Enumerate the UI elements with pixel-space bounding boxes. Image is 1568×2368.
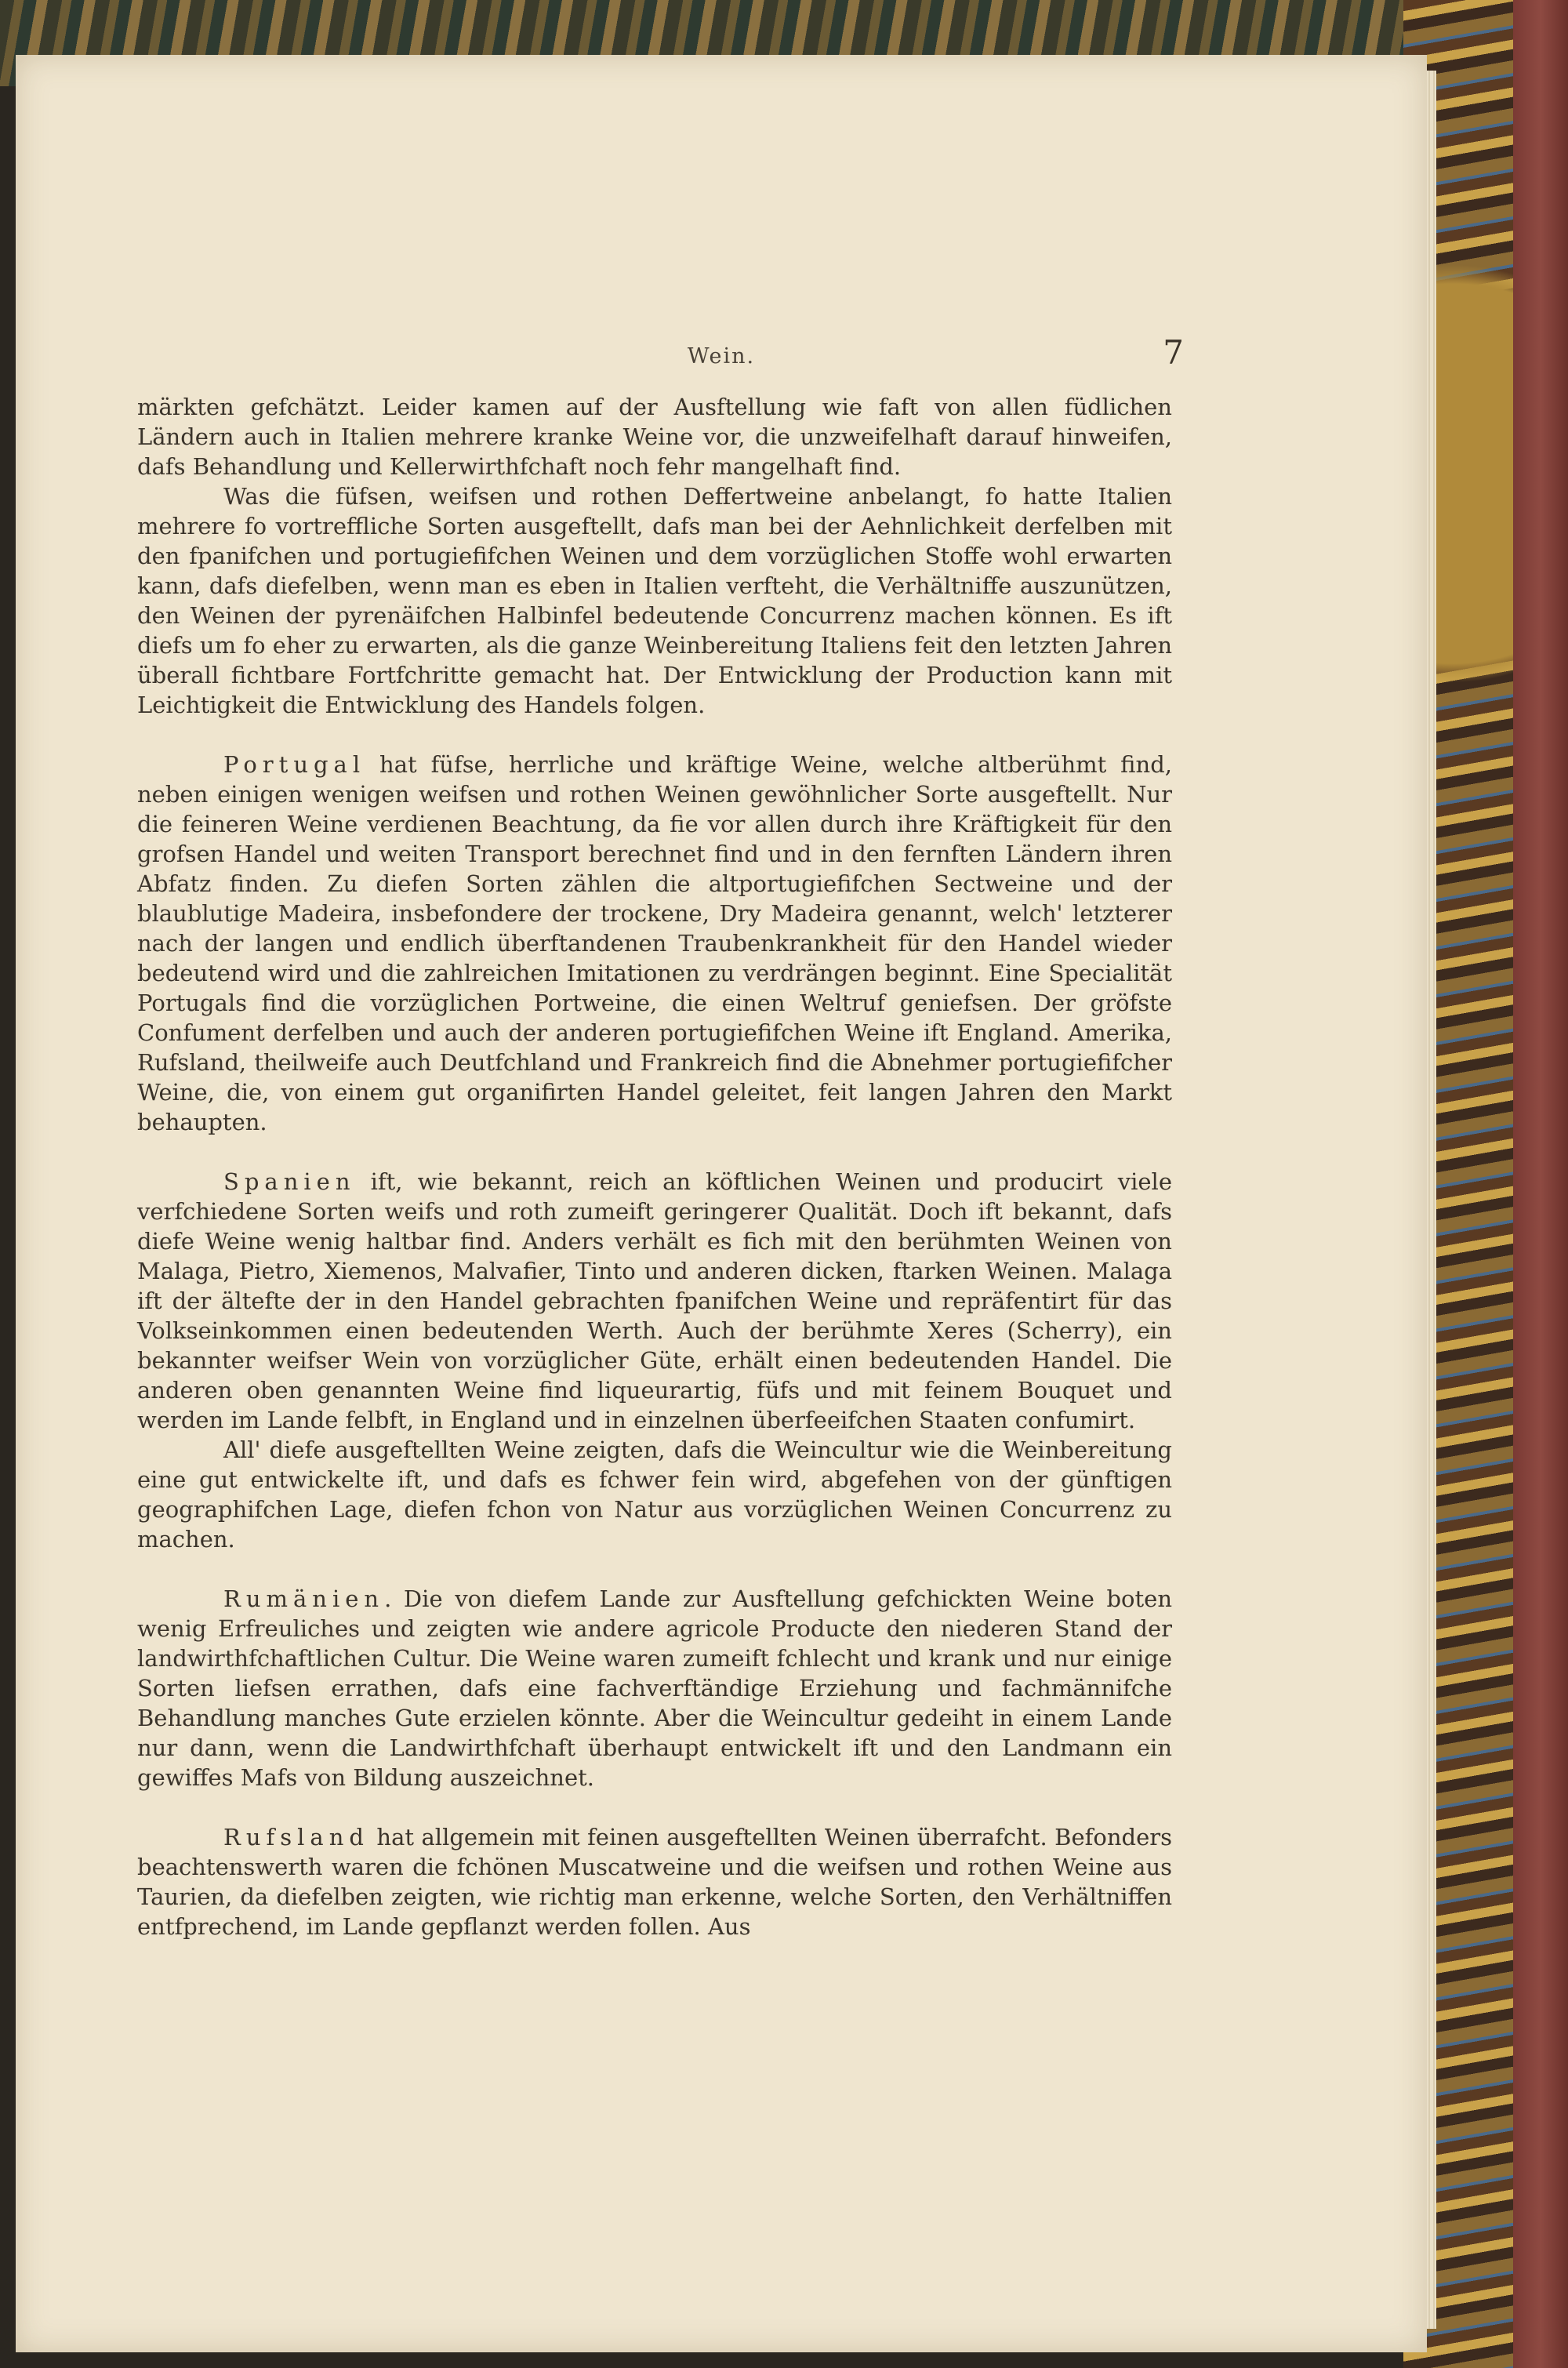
paragraph-text: . Die von diefem Lande zur Ausftellung gefchickten Weine boten wenig Erfreuliches und zeigten wie andere agricole Producte den niederen Stand der landwirthfchaftlichen Cultur. Die Weine waren zumeift fchlecht und krank und nur einige Sorten liefsen errathen, dafs eine fachverftändige Erziehung und fachmännifche Behandlung manches Gute erzielen könnte. Aber die Weincultur gedeiht in einem Lande nur dann, wenn die Landwirthfchaft überhaupt entwickelt ift und den Landmann ein gewiffes Mafs von Bildung auszeichnet. <box>137 1585 1172 1791</box>
section-paragraph-russland <box>137 1822 1172 1941</box>
paragraph <box>137 392 1172 481</box>
page-number: 7 <box>1163 333 1184 372</box>
running-head-title: Wein. <box>687 344 756 369</box>
section-lead: Spanien <box>223 1168 356 1195</box>
paragraph-text: märkten gefchätzt. Leider kamen auf der Ausftellung wie faft von allen füdlichen Ländern auch in Italien mehrere kranke Weine vor, die unzweifelhaft darauf hinweifen, dafs Behandlung und Kellerwirthfchaft noch fehr mangelhaft find. <box>137 394 1172 480</box>
paragraph <box>137 481 1172 720</box>
paragraph-text: hat füfse, herrliche und kräftige Weine, welche altberühmt find, neben einigen wenigen weifsen und rothen Weinen gewöhnlicher Sorte ausgeftellt. Nur die feineren Weine verdienen Beachtung, da fie vor allen durch ihre Kräftigkeit für den grofsen Handel und weiten Transport berechnet find und in den fernften Ländern ihren Abfatz finden. Zu diefen Sorten zählen die altportugiefifchen Sectweine und der blaublutige Madeira, insbefondere der trockene, Dry Madeira genannt, welch' letzterer nach der langen und endlich überftandenen Traubenkrankheit für den Handel wieder bedeutend wird und die zahlreichen Imitationen zu verdrängen beginnt. Eine Specialität Portugals find die vorzüglichen Portweine, die einen Weltruf geniefsen. Der gröfste Confument derfelben und auch der anderen portugiefifchen Weine ift England. Amerika, Rufsland, theilweife auch Deutfchland und Frankreich find die Abnehmer portugiefifcher Weine, die, von einem gut organifirten Handel geleitet, feit langen Jahren den Markt behaupten. <box>137 751 1172 1135</box>
paragraph <box>137 1435 1172 1554</box>
section-paragraph-rumaenien <box>137 1584 1172 1792</box>
paragraph-text: All' diefe ausgeftellten Weine zeigten, dafs die Weincultur wie die Weinbereitung eine gut entwickelte ift, und dafs es fchwer fein wird, abgefehen von der günftigen geographifchen Lage, diefen fchon von Natur aus vorzüglichen Weinen Concurrenz zu machen. <box>137 1436 1172 1553</box>
book-page <box>16 55 1427 2352</box>
paragraph-text: ift, wie bekannt, reich an köftlichen Weinen und producirt viele verfchiedene Sorten weifs und roth zumeift geringerer Qualität. Doch ift bekannt, dafs diefe Weine wenig haltbar find. Anders verhält es fich mit den berühmten Weinen von Malaga, Pietro, Xiemenos, Malvafier, Tinto und anderen dicken, ftarken Weinen. Malaga ift der ältefte der in den Handel gebrachten fpanifchen Weine und repräfentirt für das Volkseinkommen einen bedeutenden Werth. Auch der berühmte Xeres (Scherry), ein bekannter weifser Wein von vorzüglicher Güte, erhält einen bedeutenden Handel. Die anderen oben genannten Weine find liqueurartig, füfs und mit feinem Bouquet und werden im Lande felbft, in England und in einzelnen überfeeifchen Staaten confumirt. <box>137 1168 1172 1433</box>
paragraph-text: hat allgemein mit feinen ausgeftellten Weinen überrafcht. Befonders beachtenswerth waren die fchönen Muscatweine und die weifsen und rothen Weine aus Taurien, da diefelben zeigten, wie richtig man erkenne, welche Sorten, den Verhältniffen entfprechend, im Lande gepflanzt werden follen. Aus <box>137 1824 1172 1940</box>
text-column <box>137 392 1172 1941</box>
book-cover-edge <box>1513 0 1568 2368</box>
running-head <box>47 333 1396 380</box>
section-lead: Rumänien <box>223 1585 385 1612</box>
section-paragraph-portugal <box>137 750 1172 1137</box>
paragraph-text: Was die füfsen, weifsen und rothen Deffertweine anbelangt, fo hatte Italien mehrere fo vortreffliche Sorten ausgeftellt, dafs man bei der Aehnlichkeit derfelben mit den fpanifchen und portugiefifchen Weinen und dem vorzüglichen Stoffe wohl erwarten kann, dafs diefelben, wenn man es eben in Italien verfteht, die Verhältniffe auszunützen, den Weinen der pyrenäifchen Halbinfel bedeutende Concurrenz machen können. Es ift diefs um fo eher zu erwarten, als die ganze Weinbereitung Italiens feit den letzten Jahren überall fichtbare Fortfchritte gemacht hat. Der Entwicklung der Production kann mit Leichtigkeit die Entwicklung des Handels folgen. <box>137 483 1172 718</box>
section-lead: Portugal <box>223 751 366 778</box>
section-lead: Rufsland <box>223 1824 369 1850</box>
section-paragraph-spanien <box>137 1167 1172 1435</box>
